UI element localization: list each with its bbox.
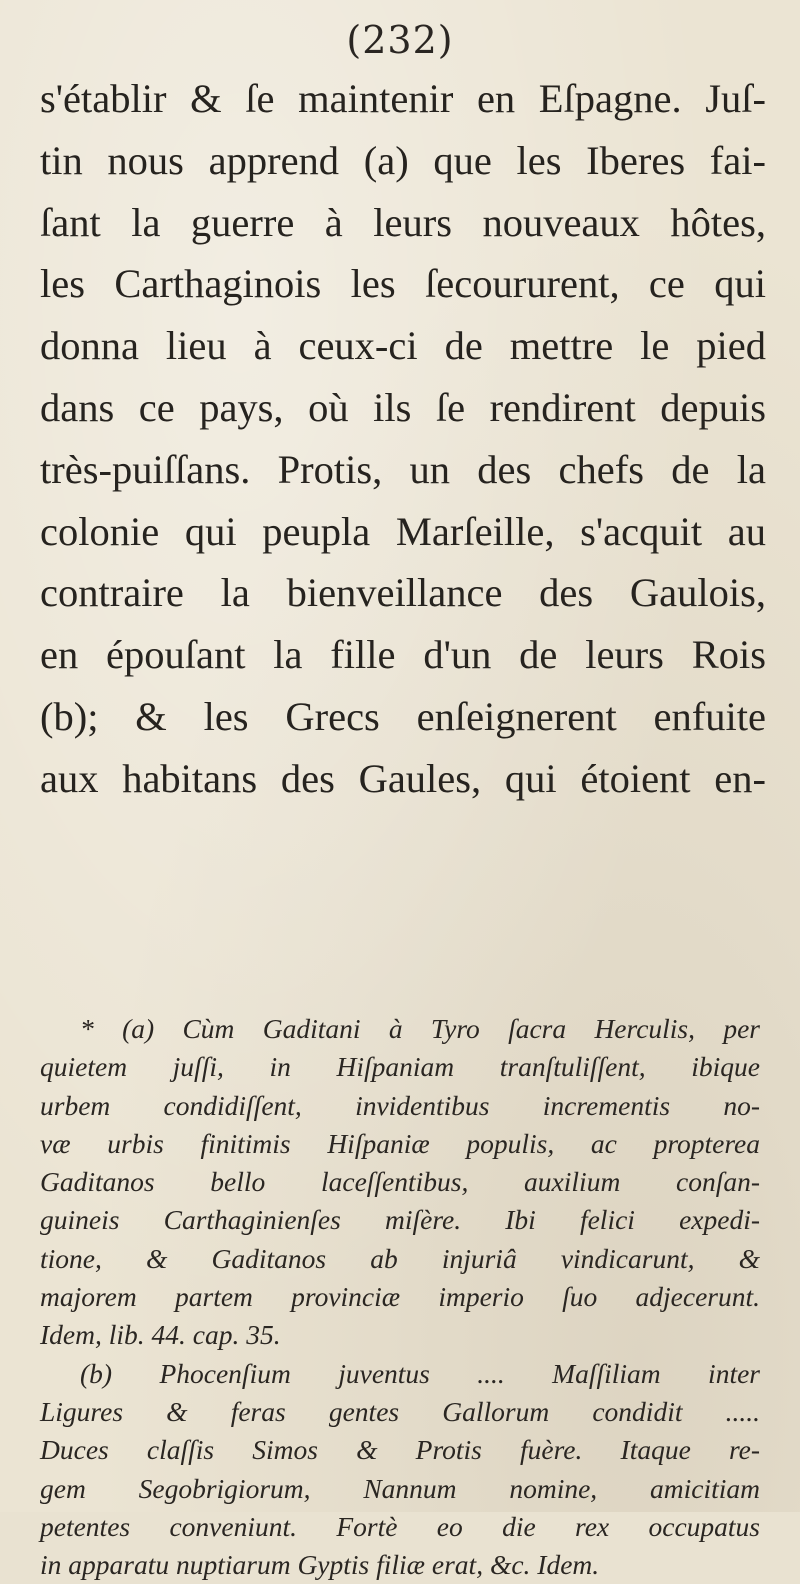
- footnote-b-line: Duces claſſis Simos & Protis fuère. Itaque re-: [40, 1434, 760, 1466]
- main-text-line: ſant la guerre à leurs nouveaux hôtes,: [40, 199, 766, 245]
- footnote-b-line: Ligures & feras gentes Gallorum condidit .....: [40, 1395, 760, 1427]
- footnote-a-line: quietem juſſi, in Hiſpaniam tranſtuliſſent, ibique: [40, 1051, 760, 1083]
- main-text-line: en épouſant la fille d'un de leurs Rois: [40, 632, 766, 678]
- footnotes: [40, 1010, 760, 1584]
- main-text-line: s'établir & ſe maintenir en Eſpagne. Juſ-: [40, 76, 766, 121]
- footnote-b-line: petentes conveniunt. Fortè eo die rex occupatus: [40, 1510, 760, 1542]
- footnote-a-line: * (a) Cùm Gaditani à Tyro ſacra Herculis, per: [80, 1013, 760, 1044]
- main-text-line: aux habitans des Gaules, qui étoient en-: [40, 755, 766, 801]
- footnote-a-line: tione, & Gaditanos ab injuriâ vindicarunt, &: [40, 1242, 760, 1274]
- main-text-line: (b); & les Grecs enſeignerent enfuite: [40, 693, 766, 739]
- main-text-line: colonie qui peupla Marſeille, s'acquit au: [40, 508, 766, 554]
- main-text-line: tin nous apprend (a) que les Iberes fai-: [40, 137, 766, 183]
- footnote-a-citation: Idem, lib. 44. cap. 35.: [40, 1319, 281, 1351]
- main-text-line: les Carthaginois les ſecoururent, ce qui: [40, 261, 766, 307]
- footnote-b-line: (b) Phocenſium juventus .... Maſſiliam inter: [80, 1357, 760, 1389]
- footnote-b-line: gem Segobrigiorum, Nannum nomine, amicitiam: [40, 1472, 760, 1504]
- footnote-b-line: in apparatu nuptiarum Gyptis filiæ erat, &c. Idem.: [40, 1549, 600, 1581]
- main-text: [40, 68, 766, 810]
- main-text-line: donna lieu à ceux-ci de mettre le pied: [40, 323, 766, 369]
- main-text-line: dans ce pays, où ils ſe rendirent depuis: [40, 384, 766, 430]
- footnote-a-line: væ urbis finitimis Hiſpaniæ populis, ac propterea: [40, 1127, 760, 1159]
- footnote-a-line: urbem condidiſſent, invidentibus incrementis no-: [40, 1089, 760, 1121]
- footnote-a-line: guineis Carthaginienſes miſère. Ibi felici expedi-: [40, 1204, 760, 1236]
- footnote-a-line: Gaditanos bello laceſſentibus, auxilium conſan-: [40, 1166, 760, 1198]
- main-text-line: très-puiſſans. Protis, un des chefs de la: [40, 446, 766, 492]
- footnote-a-line: majorem partem provinciæ imperio ſuo adjecerunt.: [40, 1281, 760, 1313]
- main-text-line: contraire la bienveillance des Gaulois,: [40, 570, 766, 616]
- page-number: (232): [346, 18, 454, 62]
